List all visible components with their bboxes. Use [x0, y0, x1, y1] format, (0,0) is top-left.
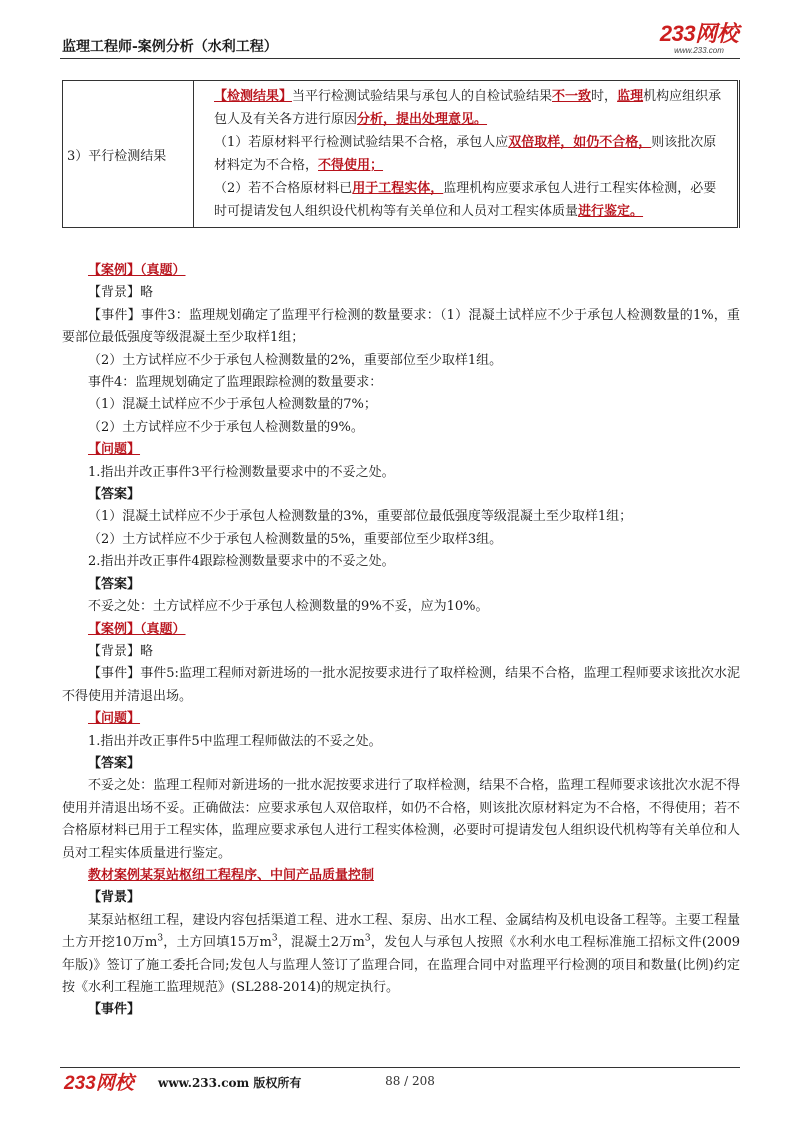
brand-logo[interactable]: [656, 22, 742, 56]
answer-heading: 【答案】: [88, 755, 141, 771]
answer-1-item-2: （2）土方试样应不少于承包人检测数量的5%，重要部位至少取样3组。: [88, 531, 503, 547]
page-header-title: 监理工程师-案例分析（水利工程）: [62, 39, 278, 55]
event-4-item-1: （1）混凝土试样应不少于承包人检测数量的7%；: [88, 397, 377, 413]
document-body: [62, 260, 740, 1022]
case-heading: 【案例】（真题）: [88, 263, 186, 278]
logo-url: www.233.com: [674, 46, 724, 55]
case-background: 【背景】略: [88, 285, 154, 301]
event-3-item-2: （2）土方试样应不少于承包人检测数量的2%，重要部位至少取样1组。: [88, 352, 503, 368]
result-paragraph: 【检测结果】当平行检测试验结果与承包人的自检试验结果不一致时，监理机构应组织承包人及有关各方进行原因分析，提出处理意见。: [214, 89, 722, 127]
answer-1: 不妥之处：监理工程师对新进场的一批水泥按要求进行了取样检测，结果不合格，监理工程师要求该批次水泥不得使用并清退出场不妥。正确做法：应要求承包人双倍取样，如仍不合格，则该批次原材料定为不合格，不得使用；若不合格原材料已用于工程实体，监理应要求承包人进行工程实体检测，必要时可提请发包人组织设代机构等有关单位和人员对工程实体质量进行鉴定。: [62, 778, 740, 861]
case-heading: 【案例】（真题）: [88, 621, 186, 637]
result-item-1: （1）若原材料平行检测试验结果不合格，承包人应双倍取样，如仍不合格，则该批次原材料定为不合格，不得使用；: [214, 135, 717, 173]
logo-text: 233网校: [659, 21, 739, 46]
table-row-content: [194, 81, 739, 228]
background-text: 某泵站枢纽工程，建设内容包括渠道工程、进水工程、泵房、出水工程、金属结构及机电设备工程等。主要工程量土方开挖10万$m^3$，土方回填15万$m^3$，混凝土2万$m^3$，发包人与承包人按照《水利水电工程标准施工招标文件(2009年版)》签订了施工委托合同;发包人与监理人签订了监理合同，在监理合同中对监理平行检测的项目和数量(比例)约定按《水利工程施工监理规范》(SL288-2014)的规定执行。: [62, 912, 740, 995]
case-background: 【背景】略: [88, 643, 154, 659]
question-heading: 【问题】: [88, 442, 141, 458]
answer-2: 不妥之处：土方试样应不少于承包人检测数量的9%不妥，应为10%。: [88, 599, 489, 615]
event-heading: 【事件】: [88, 1002, 141, 1018]
event-4: 事件4：监理规划确定了监理跟踪检测的数量要求：: [88, 375, 383, 391]
footer-divider: [60, 1067, 740, 1068]
event-4-item-2: （2）土方试样应不少于承包人检测数量的9%。: [88, 419, 364, 435]
footer-logo[interactable]: 233网校: [64, 1073, 134, 1094]
table-row-label: 3）平行检测结果: [63, 81, 194, 228]
textbook-case-heading: 教材案例某泵站枢纽工程程序、中间产品质量控制: [88, 867, 375, 883]
question-1: 1.指出并改正事件3平行检测数量要求中的不妥之处。: [88, 464, 395, 480]
background-heading: 【背景】: [88, 890, 141, 906]
question-2: 2.指出并改正事件4跟踪检测数量要求中的不妥之处。: [88, 554, 395, 570]
page-number: 88 / 208: [385, 1074, 435, 1088]
result-item-2: （2）若不合格原材料已用于工程实体，监理机构应要求承包人进行工程实体检测，必要时可提请发包人组织设代机构等有关单位和人员对工程实体质量进行鉴定。: [214, 181, 717, 219]
event-5: 【事件】事件5:监理工程师对新进场的一批水泥按要求进行了取样检测，结果不合格，监理工程师要求该批次水泥不得使用并清退出场。: [62, 666, 740, 704]
footer-copyright: www.233.com 版权所有: [158, 1076, 302, 1090]
event-3: 【事件】事件3：监理规划确定了监理平行检测的数量要求：（1）混凝土试样应不少于承包人检测数量的1%，重要部位最低强度等级混凝土至少取样1组；: [62, 307, 740, 346]
answer-heading: 【答案】: [88, 487, 141, 503]
header-divider: [60, 58, 740, 59]
answer-1-item-1: （1）混凝土试样应不少于承包人检测数量的3%，重要部位最低强度等级混凝土至少取样1组；: [88, 509, 633, 525]
detection-result-table: [62, 80, 740, 228]
question-heading: 【问题】: [88, 711, 141, 727]
answer-heading: 【答案】: [88, 576, 141, 592]
question-1: 1.指出并改正事件5中监理工程师做法的不妥之处。: [88, 733, 382, 749]
